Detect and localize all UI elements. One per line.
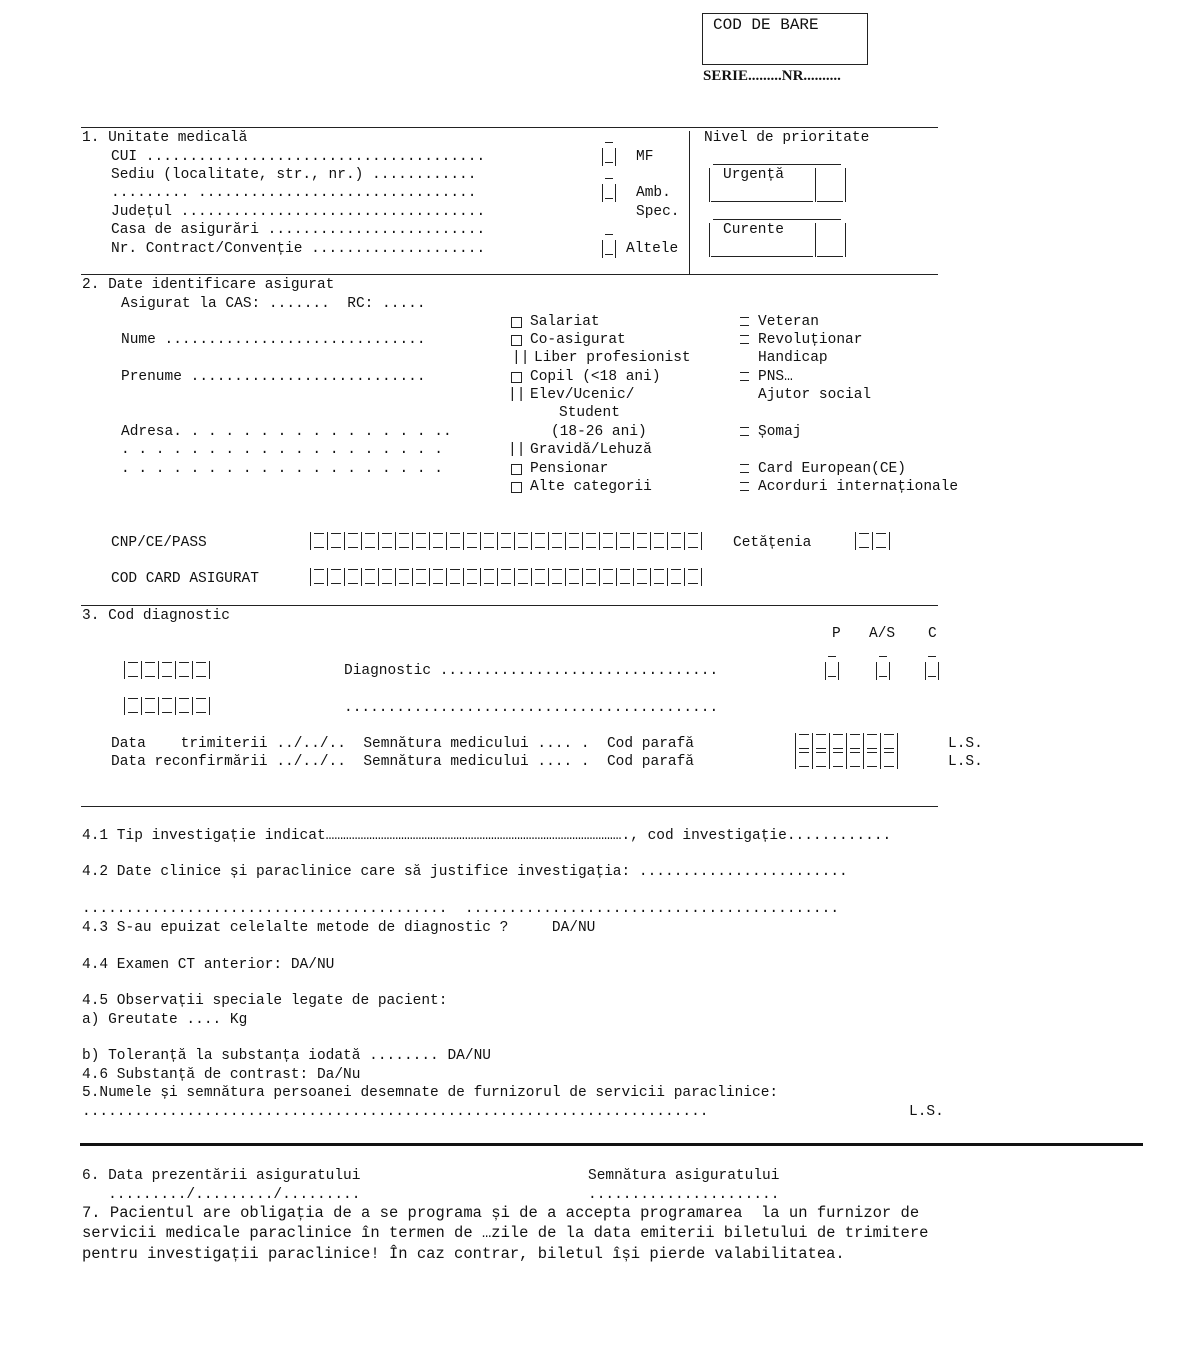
cat-handicap: Handicap <box>758 350 828 366</box>
contract-field[interactable]: Nr. Contract/Convenție .................... <box>111 241 486 257</box>
data-trimiterii-row[interactable]: Data trimiterii ../../.. Semnătura medicului .... . Cod parafă <box>111 736 694 752</box>
judet-field[interactable]: Județul ................................... <box>111 204 486 220</box>
observatii-title: 4.5 Observații speciale legate de pacient: <box>82 993 448 1009</box>
ls-1: L.S. <box>948 736 983 752</box>
cod-parafa-2[interactable] <box>795 751 898 769</box>
cat-pns: PNS… <box>758 369 793 385</box>
ls-3: L.S. <box>909 1104 944 1120</box>
curente-box-right[interactable] <box>845 223 846 257</box>
spec-label: Spec. <box>636 204 680 220</box>
p-checkbox[interactable] <box>825 662 839 680</box>
diagnostic-code-1[interactable] <box>124 661 210 679</box>
co-asigurat-checkbox[interactable] <box>511 335 522 346</box>
cat-revolutionar: Revoluționar <box>758 332 863 348</box>
amb-label: Amb. <box>636 185 671 201</box>
section-1-top-rule <box>81 127 938 128</box>
altele-label: Altele <box>626 241 679 257</box>
persoana-desemnata-dots[interactable]: ........................................................................ <box>82 1104 709 1120</box>
toleranta-field[interactable]: b) Toleranță la substanța iodată ........ DA/NU <box>82 1048 491 1064</box>
priority-urgenta-label: Urgență <box>723 167 784 183</box>
altele-checkbox[interactable] <box>602 240 616 258</box>
cat-gravida: Gravidă/Lehuză <box>530 442 652 458</box>
amb-checkbox[interactable] <box>602 184 616 202</box>
casa-asigurari-field[interactable]: Casa de asigurări ......................... <box>111 222 486 238</box>
sediu-continuation[interactable]: ......... ................................ <box>111 185 477 201</box>
cat-student: Student <box>559 405 620 421</box>
section-3-title: 3. Cod diagnostic <box>82 608 230 624</box>
semnatura-asigurat: Semnătura asiguratului <box>588 1168 780 1184</box>
urgenta-left-border <box>709 168 710 202</box>
adresa-line-2[interactable]: . . . . . . . . . . . . . . . . . . . <box>121 442 443 458</box>
cat-co-asigurat: Co-asigurat <box>530 332 626 348</box>
revolutionar-checkbox[interactable] <box>740 335 749 336</box>
cat-liber-profesionist: Liber profesionist <box>534 350 691 366</box>
liber-profesionist-checkbox[interactable]: || <box>512 350 530 366</box>
pns-checkbox-bottom <box>740 380 749 381</box>
diagnostic-code-2[interactable] <box>124 697 210 715</box>
section-2-title: 2. Date identificare asigurat <box>82 277 335 293</box>
cetatenia-label: Cetățenia <box>733 535 812 551</box>
pensionar-checkbox[interactable] <box>511 464 522 475</box>
veteran-checkbox-bottom <box>740 325 749 326</box>
note-line-1: 7. Pacientul are obligația de a se programa și de a accepta programarea la un furnizor de <box>82 1204 920 1222</box>
urgenta-top-rule <box>713 164 841 165</box>
c-checkbox[interactable] <box>925 662 939 680</box>
adresa-field[interactable]: Adresa. . . . . . . . . . . . . . . .. <box>121 424 452 440</box>
cnp-label: CNP/CE/PASS <box>111 535 207 551</box>
alte-categorii-checkbox[interactable] <box>511 482 522 493</box>
urgenta-box-bottom <box>817 201 843 202</box>
cui-field[interactable]: CUI ....................................... <box>111 149 486 165</box>
cat-acorduri: Acorduri internaționale <box>758 479 959 495</box>
urgenta-box-right[interactable] <box>845 168 846 202</box>
date-clinice[interactable]: 4.2 Date clinice și paraclinice care să justifice investigația: ........................ <box>82 864 848 880</box>
diagnostic-field[interactable]: Diagnostic ................................ <box>344 663 719 679</box>
acorduri-checkbox-bottom <box>740 490 749 491</box>
cat-veteran: Veteran <box>758 314 819 330</box>
elev-checkbox[interactable]: || <box>508 387 526 403</box>
tip-investigatie[interactable]: 4.1 Tip investigație indicat…………………………………………………………………………………………., cod investigație............ <box>82 828 892 844</box>
cat-copil: Copil (<18 ani) <box>530 369 661 385</box>
somaj-checkbox-bottom <box>740 435 749 436</box>
curente-underline <box>711 256 813 257</box>
pns-checkbox[interactable] <box>740 372 749 373</box>
salariat-checkbox[interactable] <box>511 317 522 328</box>
urgenta-box-left <box>815 168 816 202</box>
asigurat-cas-field[interactable]: Asigurat la CAS: ....... RC: ..... <box>121 296 426 312</box>
data-prezentarii-dots[interactable]: ........./........./......... <box>82 1187 361 1203</box>
cat-card-european: Card European(CE) <box>758 461 906 477</box>
cat-ajutor-social: Ajutor social <box>758 387 872 403</box>
ls-2: L.S. <box>948 754 983 770</box>
cod-parafa-1[interactable] <box>795 733 898 751</box>
copil-checkbox[interactable] <box>511 372 522 383</box>
acorduri-checkbox[interactable] <box>740 482 749 483</box>
curente-box-left <box>815 223 816 257</box>
cetatenia-input[interactable] <box>855 532 890 550</box>
cat-elev: Elev/Ucenic/ <box>530 387 635 403</box>
date-clinice-dots[interactable]: .......................................... ........................................... <box>82 901 840 917</box>
somaj-checkbox[interactable] <box>740 427 749 428</box>
cat-alte-categorii: Alte categorii <box>530 479 652 495</box>
card-european-checkbox-bottom <box>740 472 749 473</box>
as-checkbox[interactable] <box>876 662 890 680</box>
card-input[interactable] <box>310 568 702 586</box>
mf-checkbox[interactable] <box>602 148 616 166</box>
card-label: COD CARD ASIGURAT <box>111 571 259 587</box>
col-as: A/S <box>869 626 896 642</box>
semnatura-asigurat-dots[interactable]: ...................... <box>588 1187 780 1203</box>
priority-title: Nivel de prioritate <box>704 130 870 146</box>
cat-somaj: Șomaj <box>758 424 802 440</box>
section-3-top-rule <box>81 605 938 606</box>
veteran-checkbox[interactable] <box>740 317 749 318</box>
cat-salariat: Salariat <box>530 314 600 330</box>
prenume-field[interactable]: Prenume ........................... <box>121 369 426 385</box>
cat-pensionar: Pensionar <box>530 461 609 477</box>
cat-student-age: (18-26 ani) <box>551 424 647 440</box>
data-reconfirmarii-row[interactable]: Data reconfirmării ../../.. Semnătura medicului .... . Cod parafă <box>111 754 694 770</box>
curente-left-border <box>709 223 710 257</box>
barcode-label: COD DE BARE <box>713 16 819 34</box>
sediu-field[interactable]: Sediu (localitate, str., nr.) ............ <box>111 167 477 183</box>
metode-diagnostic[interactable]: 4.3 S-au epuizat celelalte metode de diagnostic ? DA/NU <box>82 920 596 936</box>
gravida-checkbox[interactable]: || <box>508 442 526 458</box>
curente-box-bottom <box>817 256 843 257</box>
thick-divider <box>80 1143 1143 1146</box>
greutate-field[interactable]: a) Greutate .... Kg <box>82 1012 248 1028</box>
substanta-contrast[interactable]: 4.6 Substanță de contrast: Da/Nu <box>82 1067 361 1083</box>
note-line-2: servicii medicale paraclinice în termen de …zile de la data emiterii biletului de trimitere <box>82 1224 929 1242</box>
persoana-desemnata: 5.Numele și semnătura persoanei desemnate de furnizorul de servicii paraclinice: <box>82 1085 779 1101</box>
priority-divider <box>689 131 690 274</box>
adresa-line-3[interactable]: . . . . . . . . . . . . . . . . . . . <box>121 461 443 477</box>
serie-nr: SERIE.........NR.......... <box>703 68 841 84</box>
section-4-top-rule <box>81 806 938 807</box>
priority-curente-label: Curente <box>723 222 784 238</box>
revolutionar-checkbox-bottom <box>740 343 749 344</box>
card-european-checkbox[interactable] <box>740 464 749 465</box>
data-prezentarii: 6. Data prezentării asiguratului <box>82 1168 361 1184</box>
mf-label: MF <box>636 149 654 165</box>
section-1-title: 1. Unitate medicală <box>82 130 248 146</box>
examen-ct[interactable]: 4.4 Examen CT anterior: DA/NU <box>82 957 335 973</box>
diagnostic-field-2[interactable]: ........................................... <box>344 700 719 716</box>
note-line-3: pentru investigații paraclinice! În caz contrar, biletul își pierde valabilitatea. <box>82 1245 845 1263</box>
urgenta-underline <box>711 201 813 202</box>
curente-top-rule <box>713 219 841 220</box>
col-p: P <box>832 626 841 642</box>
col-c: C <box>928 626 937 642</box>
section-2-top-rule <box>81 274 938 275</box>
nume-field[interactable]: Nume .............................. <box>121 332 426 348</box>
cnp-input[interactable] <box>310 532 702 550</box>
